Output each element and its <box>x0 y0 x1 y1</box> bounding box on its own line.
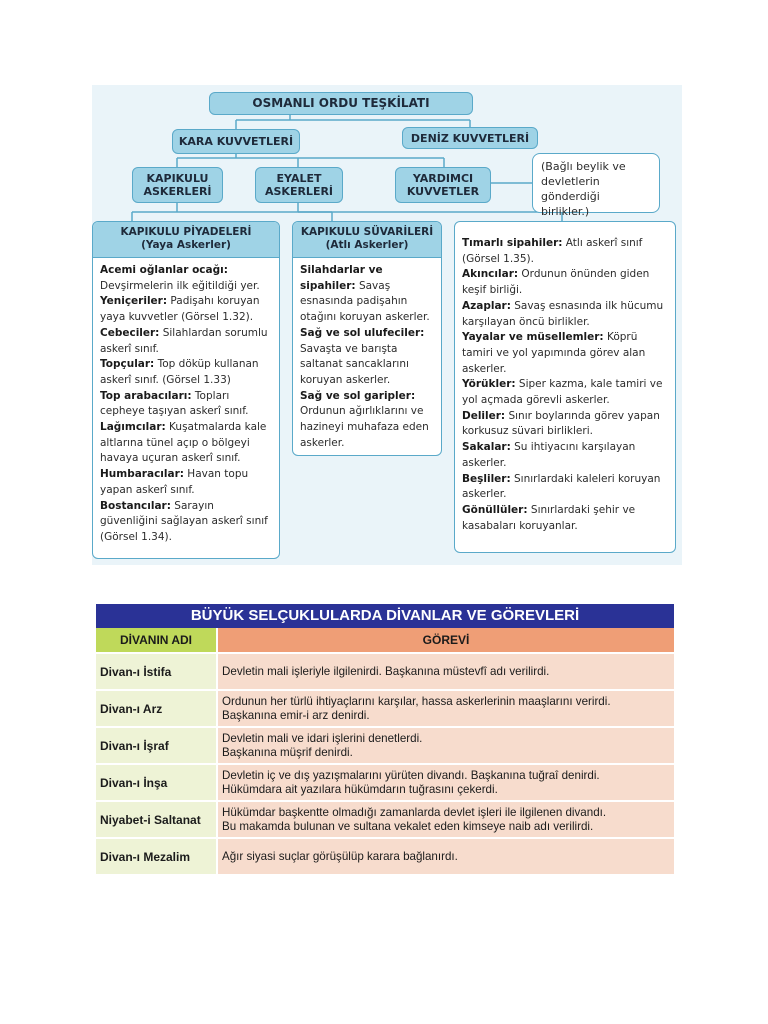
entry-item <box>100 263 272 294</box>
kapikulu-piyade-list <box>93 258 279 551</box>
entry-description: Kuşatmalarda kale altlarına tünel açıp o bölgeyi havaya uçuran askerî sınıf. <box>100 421 267 465</box>
divan-duty-cell <box>218 839 674 874</box>
entry-term: Sağ ve sol ulufeciler: <box>300 326 425 339</box>
kapikulu-piyade-title: KAPIKULU PİYADELERİ (Yaya Askerler) <box>120 226 252 251</box>
deniz-kuvvetleri-node <box>402 127 538 149</box>
divan-name-header: DİVANIN ADI <box>96 628 216 652</box>
entry-item <box>462 503 668 534</box>
entry-term: Tımarlı sipahiler: <box>462 237 563 249</box>
divan-duty-text: Ağır siyasi suçlar görüşülüp karara bağlanırdı. <box>222 849 458 863</box>
entry-item <box>462 299 668 330</box>
entry-description: Devşirmelerin ilk eğitildiği yer. <box>100 279 260 292</box>
entry-description: Sınırlardaki şehir ve kasabaları koruyanlar. <box>462 503 636 532</box>
entry-description: Ordunun ağırlıklarını ve hazineyi muhafaza eden askerler. <box>300 405 429 449</box>
entry-term: Cebeciler: <box>100 326 160 339</box>
entry-item <box>462 472 668 503</box>
entry-description: Siper kazma, kale tamiri ve yol açmada görevli askerler. <box>462 378 663 407</box>
kapikulu-suvari-list <box>293 258 441 456</box>
divan-table <box>96 604 674 874</box>
divan-table-header <box>96 628 674 652</box>
eyalet-askerleri-panel <box>454 221 676 553</box>
divan-duty-text: Hükümdar başkentte olmadığı zamanlarda devlet işleri ile ilgilenen divandı. Bu makamda bulunan ve sultana vekalet eden kimseye naib adı verilirdi. <box>222 805 607 833</box>
divan-duty-cell <box>218 802 674 837</box>
entry-term: Top arabacıları: <box>100 389 192 402</box>
divan-duty-cell <box>218 765 674 800</box>
entry-item <box>462 409 668 440</box>
entry-term: Humbaracılar: <box>100 468 184 481</box>
kara-kuvvetleri-label: KARA KUVVETLERİ <box>178 135 294 148</box>
divan-name-cell: Divan-ı Arz <box>96 691 216 726</box>
entry-description: Savaş esnasında ilk hücumu karşılayan öncü birlikler. <box>462 299 664 328</box>
entry-term: Bostancılar: <box>100 499 171 512</box>
eyalet-askerleri-list <box>455 222 675 539</box>
divan-duty-text: Devletin mali işleriyle ilgilenirdi. Başkanına müstevfî adı verilirdi. <box>222 664 550 678</box>
yardimci-note <box>532 153 660 218</box>
kapikulu-piyade-panel <box>92 221 280 559</box>
entry-description: Atlı askerî sınıf (Görsel 1.35). <box>462 237 643 265</box>
entry-item <box>462 330 668 377</box>
divan-duty-cell <box>218 691 674 726</box>
table-row <box>96 691 674 726</box>
entry-item <box>100 420 272 467</box>
table-row <box>96 839 674 874</box>
entry-description: Sınır boylarında görev yapan korkusuz süvari birlikleri. <box>462 409 660 438</box>
divan-duty-cell <box>218 728 674 763</box>
entry-item <box>100 389 272 420</box>
entry-term: Sakalar: <box>462 441 511 454</box>
entry-term: Yeniçeriler: <box>100 295 168 308</box>
kapikulu-suvari-header <box>293 222 441 258</box>
org-title: OSMANLI ORDU TEŞKİLATI <box>252 96 430 110</box>
ordu-teskilati-chart <box>92 85 682 565</box>
entry-term: Yörükler: <box>462 378 516 391</box>
table-row <box>96 765 674 800</box>
entry-term: Deliler: <box>462 409 506 422</box>
entry-item <box>300 326 434 389</box>
entry-term: Acemi oğlanlar ocağı: <box>100 264 228 276</box>
kapikulu-askerleri-label: KAPIKULU ASKERLERİ <box>143 172 212 198</box>
entry-item <box>462 236 668 267</box>
entry-term: Yayalar ve müsellemler: <box>462 331 604 344</box>
divan-duty-text: Devletin mali ve idari işlerini denetlerdi. Başkanına müşrif denirdi. <box>222 731 423 759</box>
entry-description: Savaşta ve barışta saltanat sancaklarını koruyan askerler. <box>300 342 409 386</box>
entry-item <box>100 357 272 388</box>
entry-item <box>462 267 668 298</box>
kapikulu-askerleri-node <box>132 167 223 203</box>
deniz-kuvvetleri-label: DENİZ KUVVETLERİ <box>410 131 530 145</box>
entry-term: Lağımcılar: <box>100 421 166 434</box>
entry-term: Akıncılar: <box>462 268 519 281</box>
entry-description: Ordunun önünden giden keşif birliği. <box>462 268 650 297</box>
entry-item <box>100 467 272 498</box>
entry-description: Köprü tamiri ve yol yapımında görev alan askerler. <box>462 331 646 375</box>
divan-table-body <box>96 654 674 874</box>
entry-description: Silahlardan sorumlu askerî sınıf. <box>100 326 268 355</box>
table-row <box>96 654 674 689</box>
divan-duty-cell <box>218 654 674 689</box>
entry-item <box>300 389 434 452</box>
divan-table-title: BÜYÜK SELÇUKLULARDA DİVANLAR VE GÖREVLERİ <box>96 604 674 628</box>
yardimci-kuvvetler-node <box>395 167 491 203</box>
entry-description: Sarayın güvenliğini sağlayan askerî sınıf (Görsel 1.34). <box>100 499 268 543</box>
entry-description: Top döküp kullanan askerî sınıf. (Görsel 1.33) <box>100 358 259 386</box>
table-row <box>96 728 674 763</box>
divan-name-cell: Divan-ı Mezalim <box>96 839 216 874</box>
divan-duty-header: GÖREVİ <box>218 628 674 652</box>
kapikulu-piyade-header <box>93 222 279 258</box>
kara-kuvvetleri-node <box>172 129 300 154</box>
kapikulu-suvari-panel <box>292 221 442 456</box>
entry-description: Su ihtiyacını karşılayan askerler. <box>462 441 636 469</box>
entry-term: Silahdarlar ve sipahiler: <box>300 264 383 292</box>
divan-name-cell: Divan-ı İnşa <box>96 765 216 800</box>
divan-name-cell: Divan-ı İstifa <box>96 654 216 689</box>
kapikulu-suvari-title: KAPIKULU SÜVARİLERİ (Atlı Askerler) <box>300 226 434 251</box>
entry-item <box>100 499 272 546</box>
entry-term: Gönüllüler: <box>462 503 528 516</box>
divan-name-cell: Niyabet-i Saltanat <box>96 802 216 837</box>
entry-item <box>462 440 668 471</box>
entry-term: Beşliler: <box>462 472 511 485</box>
entry-item <box>462 377 668 408</box>
org-title-node <box>209 92 473 115</box>
entry-description: Padişahı koruyan yaya kuvvetler (Görsel 1.32). <box>100 295 260 324</box>
yardimci-kuvvetler-label: YARDIMCI KUVVETLER <box>406 172 480 198</box>
yardimci-note-text: (Bağlı beylik ve devletlerin gönderdiği birlikler.) <box>541 160 626 218</box>
eyalet-askerleri-node <box>255 167 343 203</box>
entry-description: Topları cepheye taşıyan askerî sınıf. <box>100 389 249 418</box>
entry-item <box>100 294 272 325</box>
table-row <box>96 802 674 837</box>
eyalet-askerleri-label: EYALET ASKERLERİ <box>264 172 334 198</box>
entry-term: Sağ ve sol garipler: <box>300 389 416 402</box>
entry-term: Azaplar: <box>462 299 511 312</box>
entry-description: Havan topu yapan askerî sınıf. <box>100 468 249 496</box>
entry-description: Sınırlardaki kaleleri koruyan askerler. <box>462 472 661 501</box>
divan-name-cell: Divan-ı İşraf <box>96 728 216 763</box>
divan-duty-text: Ordunun her türlü ihtiyaçlarını karşılar, hassa askerlerinin maaşlarını verirdi. Başkanına emir-i arz denirdi. <box>222 694 611 722</box>
divan-duty-text: Devletin iç ve dış yazışmalarını yürüten divandı. Başkanına tuğraî denirdi. Hükümdara ait yazılara hükümdarın tuğrasını çekerdi. <box>222 768 600 796</box>
entry-item <box>100 326 272 357</box>
entry-item <box>300 263 434 326</box>
entry-term: Topçular: <box>100 358 155 371</box>
entry-description: Savaş esnasında padişahın otağını koruyan askerler. <box>300 279 430 324</box>
